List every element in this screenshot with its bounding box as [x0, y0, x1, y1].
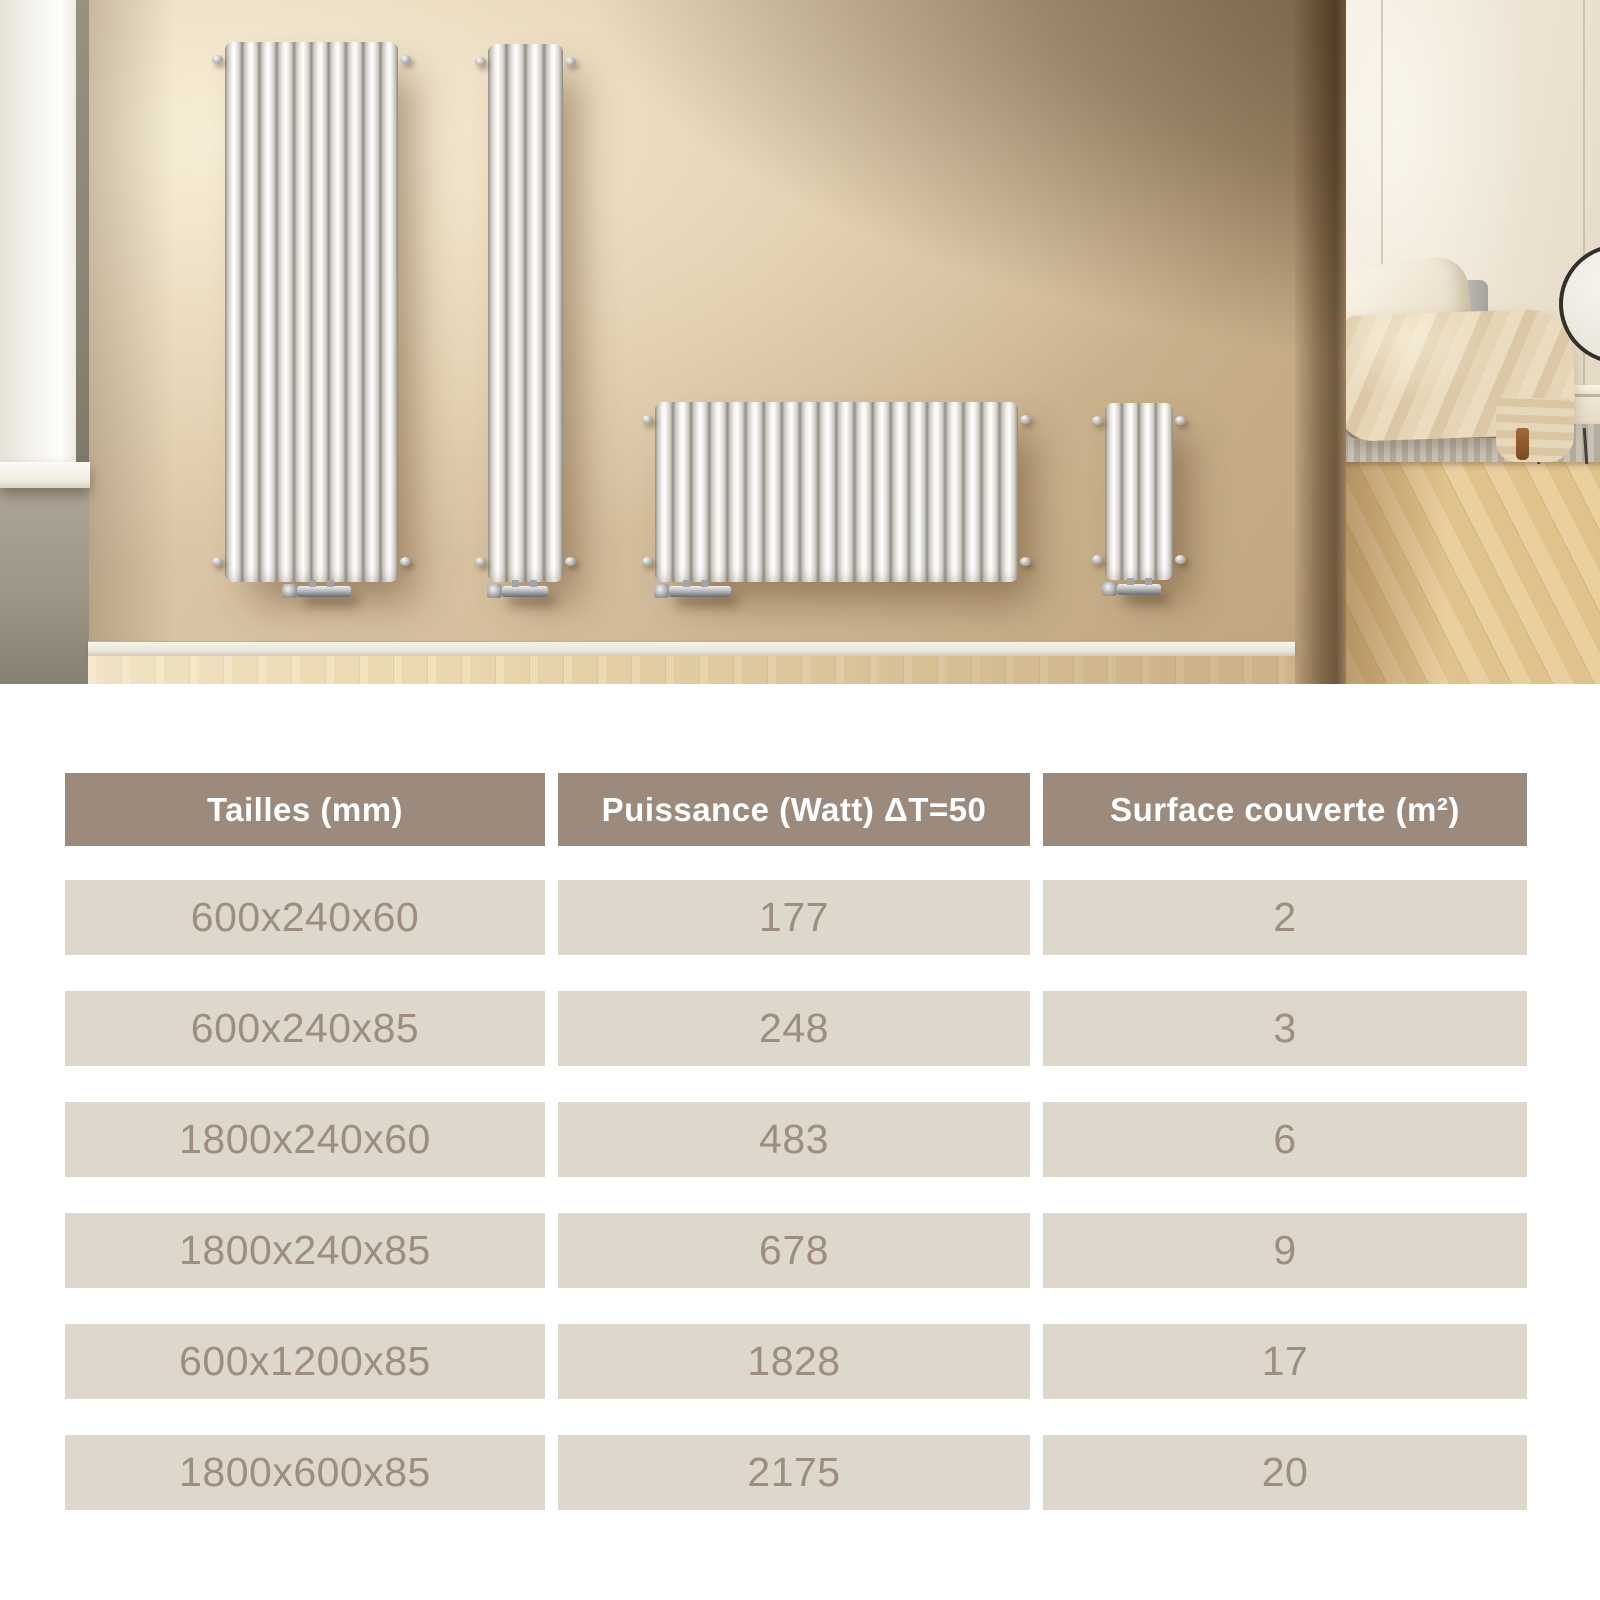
wall-bracket-pin: [400, 557, 411, 566]
radiator-tubes: [1105, 403, 1173, 580]
size-cell: 600x240x85: [65, 991, 545, 1066]
radiator-tubes: [488, 44, 563, 582]
surface-cell: 2: [1043, 880, 1527, 955]
size-cell: 600x240x60: [65, 880, 545, 955]
header-sizes: Tailles (mm): [65, 773, 545, 846]
table-row: [65, 991, 1527, 1066]
wall-bracket-pin: [475, 57, 486, 66]
window-sill: [0, 462, 90, 488]
radiator-tubes: [655, 402, 1018, 582]
size-cell: 600x1200x85: [65, 1324, 545, 1399]
window-reveal-wall: [0, 486, 89, 684]
wall-bracket-pin: [1092, 555, 1103, 564]
wall-bracket-pin: [1175, 416, 1186, 425]
surface-cell: 9: [1043, 1213, 1527, 1288]
table-header-row: [65, 773, 1527, 846]
window-light: [0, 0, 76, 465]
surface-cell: 20: [1043, 1435, 1527, 1510]
header-power: Puissance (Watt) ΔT=50: [558, 773, 1030, 846]
wall-bracket-pin: [475, 557, 486, 566]
radiator-valve: [669, 586, 731, 597]
wall-bracket-pin: [400, 55, 411, 64]
power-cell: 2175: [558, 1435, 1030, 1510]
bedroom-wood-floor: [1346, 436, 1600, 684]
wood-floor: [88, 656, 1295, 684]
spec-table: [65, 773, 1527, 1546]
power-cell: 177: [558, 880, 1030, 955]
size-cell: 1800x600x85: [65, 1435, 545, 1510]
window-frame: [76, 0, 89, 465]
table-row: [65, 880, 1527, 955]
throw-blanket-drape: [1496, 398, 1574, 462]
header-surface: Surface couverte (m²): [1043, 773, 1527, 846]
radiator-vertical-slim: [488, 44, 563, 582]
wall-bracket-pin: [212, 55, 223, 64]
wall-bracket-pin: [1020, 415, 1031, 424]
wall-bracket-pin: [1092, 416, 1103, 425]
window-wall-shadow: [89, 0, 174, 684]
baseboard: [88, 641, 1295, 657]
power-cell: 1828: [558, 1324, 1030, 1399]
wall-corner-shadow: [1295, 0, 1346, 684]
size-cell: 1800x240x85: [65, 1213, 545, 1288]
bedroom-scene: [1346, 0, 1600, 684]
surface-cell: 3: [1043, 991, 1527, 1066]
radiator-small: [1105, 403, 1173, 580]
wall-bracket-pin: [642, 415, 653, 424]
surface-cell: 17: [1043, 1324, 1527, 1399]
wall-bracket-pin: [565, 557, 576, 566]
radiator-valve: [297, 586, 351, 597]
wall-bracket-pin: [642, 557, 653, 566]
table-row: [65, 1324, 1527, 1399]
table-row: [65, 1102, 1527, 1177]
wall-bracket-pin: [565, 57, 576, 66]
wall-bracket-pin: [1020, 557, 1031, 566]
radiator-valve: [1117, 584, 1161, 595]
radiator-tubes: [225, 42, 398, 582]
size-cell: 1800x240x60: [65, 1102, 545, 1177]
product-photo: [0, 0, 1600, 684]
power-cell: 483: [558, 1102, 1030, 1177]
radiator-valve: [502, 586, 548, 597]
radiator-vertical-large: [225, 42, 398, 582]
wall-bracket-pin: [1175, 555, 1186, 564]
bed-leg: [1516, 428, 1529, 460]
table-row: [65, 1435, 1527, 1510]
power-cell: 248: [558, 991, 1030, 1066]
power-cell: 678: [558, 1213, 1030, 1288]
surface-cell: 6: [1043, 1102, 1527, 1177]
wall-bracket-pin: [212, 557, 223, 566]
table-row: [65, 1213, 1527, 1288]
radiator-horizontal: [655, 402, 1018, 582]
